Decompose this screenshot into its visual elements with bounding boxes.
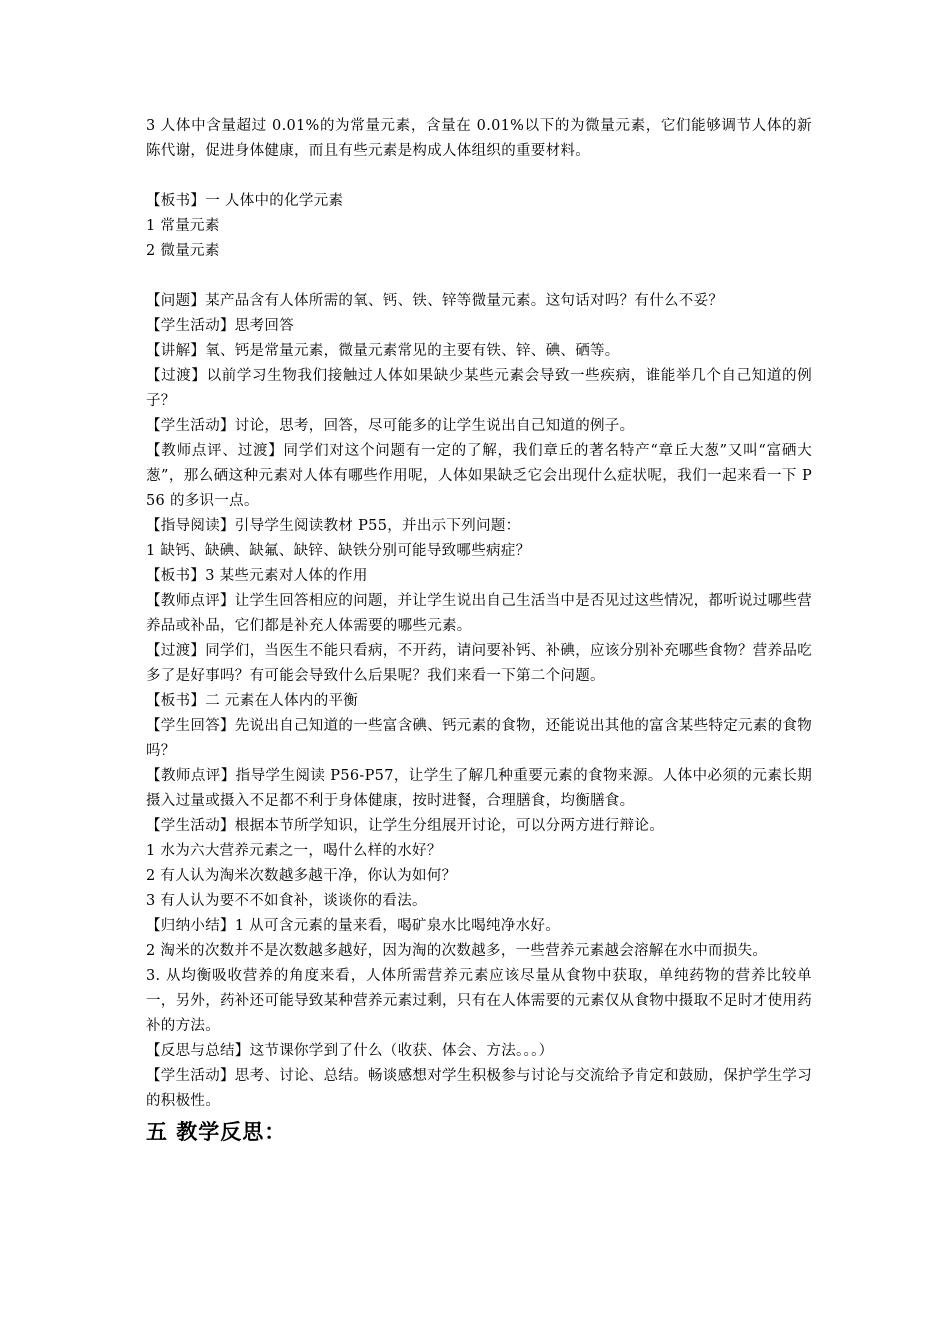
list-item: 1 缺钙、缺碘、缺氟、缺锌、缺铁分别可能导致哪些病症？ — [146, 543, 531, 559]
board-note-element-effects: 【板书】3 某些元素对人体的作用 — [146, 568, 368, 584]
student-activity-paragraph: 【学生活动】根据本节所学知识，让学生分组展开讨论，可以分两方进行辩论。 — [146, 818, 664, 834]
list-item: 3. 从均衡吸收营养的角度来看，人体所需营养元素应该尽量从食物中获取，单纯药物的营养比较单一，另外，药补还可能导致某种营养元素过剩，只有在人体需要的元素仅从食物中摄取不足时才使用药补的方法。 — [146, 968, 812, 1034]
student-activity-paragraph: 【学生活动】讨论，思考，回答，尽可能多的让学生说出自己知道的例子。 — [146, 418, 635, 434]
explanation-paragraph: 【讲解】氧、钙是常量元素，微量元素常见的主要有铁、锌、碘、硒等。 — [146, 343, 620, 359]
section-heading: 五 教学反思： — [146, 1120, 287, 1144]
board-note-element-balance: 【板书】二 元素在人体内的平衡 — [146, 693, 359, 709]
list-item: 1 水为六大营养元素之一，喝什么样的水好？ — [146, 843, 442, 859]
reflection-paragraph: 【反思与总结】这节课你学到了什么（收获、体会、方法。。。） — [146, 1043, 554, 1059]
transition-paragraph: 【过渡】以前学习生物我们接触过人体如果缺少某些元素会导致一些疾病，谁能举几个自己知道的例子？ — [146, 368, 812, 409]
teacher-comment-paragraph: 【教师点评、过渡】同学们对这个问题有一定的了解，我们章丘的著名特产“章丘大葱”又叫“富硒大葱”，那么硒这种元素对人体有哪些作用呢，人体如果缺乏它会出现什么症状呢，我们一起来看一下 P56 的多识一点。 — [146, 443, 812, 509]
document-page — [146, 114, 812, 1147]
summary-paragraph: 【归纳小结】1 从可含元素的量来看，喝矿泉水比喝纯净水好。 — [146, 918, 561, 934]
teacher-comment-paragraph: 【教师点评】指导学生阅读 P56-P57，让学生了解几种重要元素的食物来源。人体中必须的元素长期摄入过量或摄入不足都不利于身体健康，按时进餐，合理膳食，均衡膳食。 — [146, 768, 812, 809]
teacher-comment-paragraph: 【教师点评】让学生回答相应的问题，并让学生说出自己生活当中是否见过这些情况，都听说过哪些营养品或补品，它们都是补充人体需要的哪些元素。 — [146, 593, 812, 634]
guided-reading-paragraph: 【指导阅读】引导学生阅读教材 P55，并出示下列问题： — [146, 518, 521, 534]
student-activity-paragraph: 【学生活动】思考、讨论、总结。畅谈感想对学生积极参与讨论与交流给予肯定和鼓励，保护学生学习的积极性。 — [146, 1068, 812, 1109]
question-paragraph: 【问题】某产品含有人体所需的氧、钙、铁、锌等微量元素。这句话对吗？有什么不妥？ — [146, 293, 724, 309]
student-answer-paragraph: 【学生回答】先说出自己知道的一些富含碘、钙元素的食物，还能说出其他的富含某些特定元素的食物吗？ — [146, 718, 812, 759]
list-item: 2 有人认为淘米次数越多越干净，你认为如何？ — [146, 868, 457, 884]
list-item: 2 淘米的次数并不是次数越多越好，因为淘的次数越多，一些营养元素越会溶解在水中而损失。 — [146, 943, 768, 959]
blank-line — [146, 264, 812, 289]
list-item: 1 常量元素 — [146, 218, 220, 234]
transition-paragraph: 【过渡】同学们，当医生不能只看病，不开药，请问要补钙、补碘，应该分别补充哪些食物？营养品吃多了是好事吗？有可能会导致什么后果呢？我们来看一下第二个问题。 — [146, 643, 812, 684]
board-note-chemical-elements: 【板书】一 人体中的化学元素 — [146, 193, 344, 209]
paragraph-element-intro: 3 人体中含量超过 0.01%的为常量元素，含量在 0.01%以下的为微量元素，它们能够调节人体的新陈代谢，促进身体健康，而且有些元素是构成人体组织的重要材料。 — [146, 118, 812, 159]
list-item: 2 微量元素 — [146, 243, 220, 259]
blank-line — [146, 164, 812, 189]
list-item: 3 有人认为要不不如食补，谈谈你的看法。 — [146, 893, 427, 909]
student-activity-paragraph: 【学生活动】思考回答 — [146, 318, 294, 334]
